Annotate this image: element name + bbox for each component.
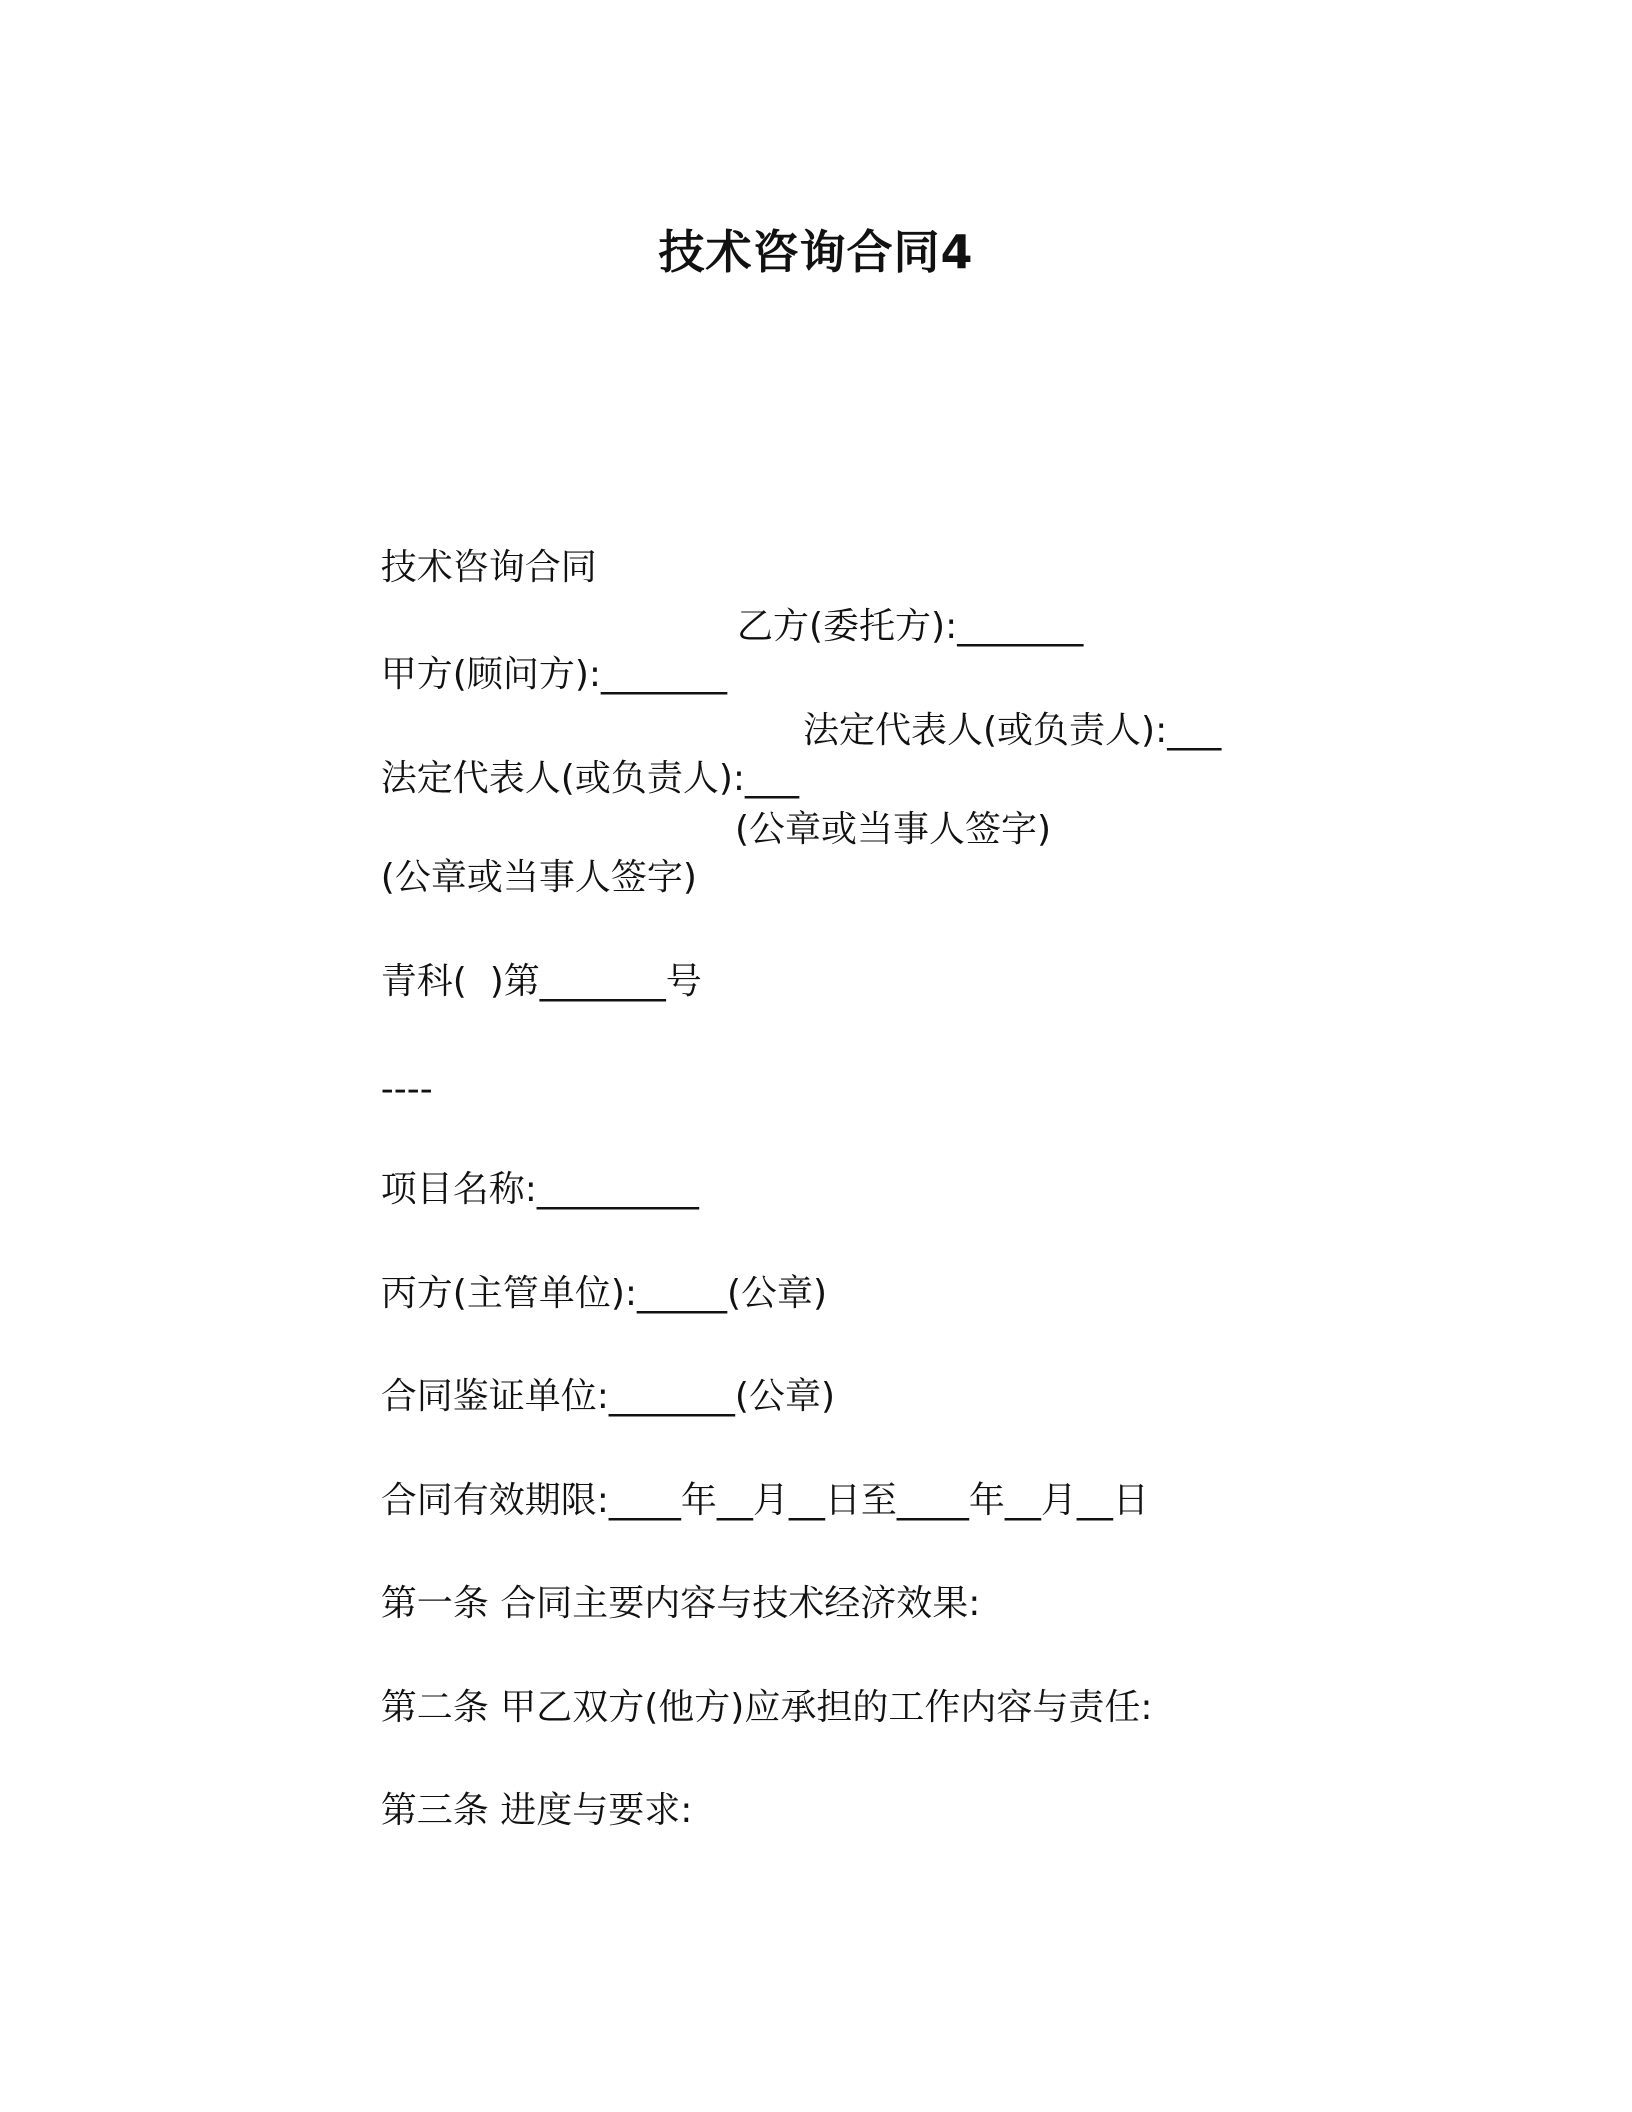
party-c-field: 丙方(主管单位):_____(公章) <box>380 1273 828 1314</box>
separator-text: ---- <box>380 1069 433 1110</box>
party-a-field: 甲方(顾问方):_______ <box>380 654 728 695</box>
contract-heading-text: 技术咨询合同 <box>380 547 597 588</box>
contract-number-field: 青科( )第_______号 <box>380 961 702 1002</box>
party-a-seal-note: (公章或当事人签字) <box>380 857 697 898</box>
verification-unit-field: 合同鉴证单位:_______(公章) <box>380 1376 836 1417</box>
document-title: 技术咨询合同4 <box>658 225 974 279</box>
project-name-field: 项目名称:_________ <box>380 1169 699 1210</box>
article-2-text: 第二条 甲乙双方(他方)应承担的工作内容与责任: <box>380 1687 1153 1728</box>
party-b-seal-note: (公章或当事人签字) <box>735 809 1052 850</box>
party-b-representative-field: 法定代表人(或负责人):___ <box>803 710 1222 751</box>
party-b-field: 乙方(委托方):_______ <box>737 606 1084 647</box>
article-3-text: 第三条 进度与要求: <box>380 1790 693 1831</box>
validity-period-field: 合同有效期限:____年__月__日至____年__月__日 <box>380 1480 1149 1521</box>
article-1-text: 第一条 合同主要内容与技术经济效果: <box>380 1583 981 1624</box>
party-a-representative-field: 法定代表人(或负责人):___ <box>380 758 800 799</box>
article-3 <box>335 1739 692 1883</box>
